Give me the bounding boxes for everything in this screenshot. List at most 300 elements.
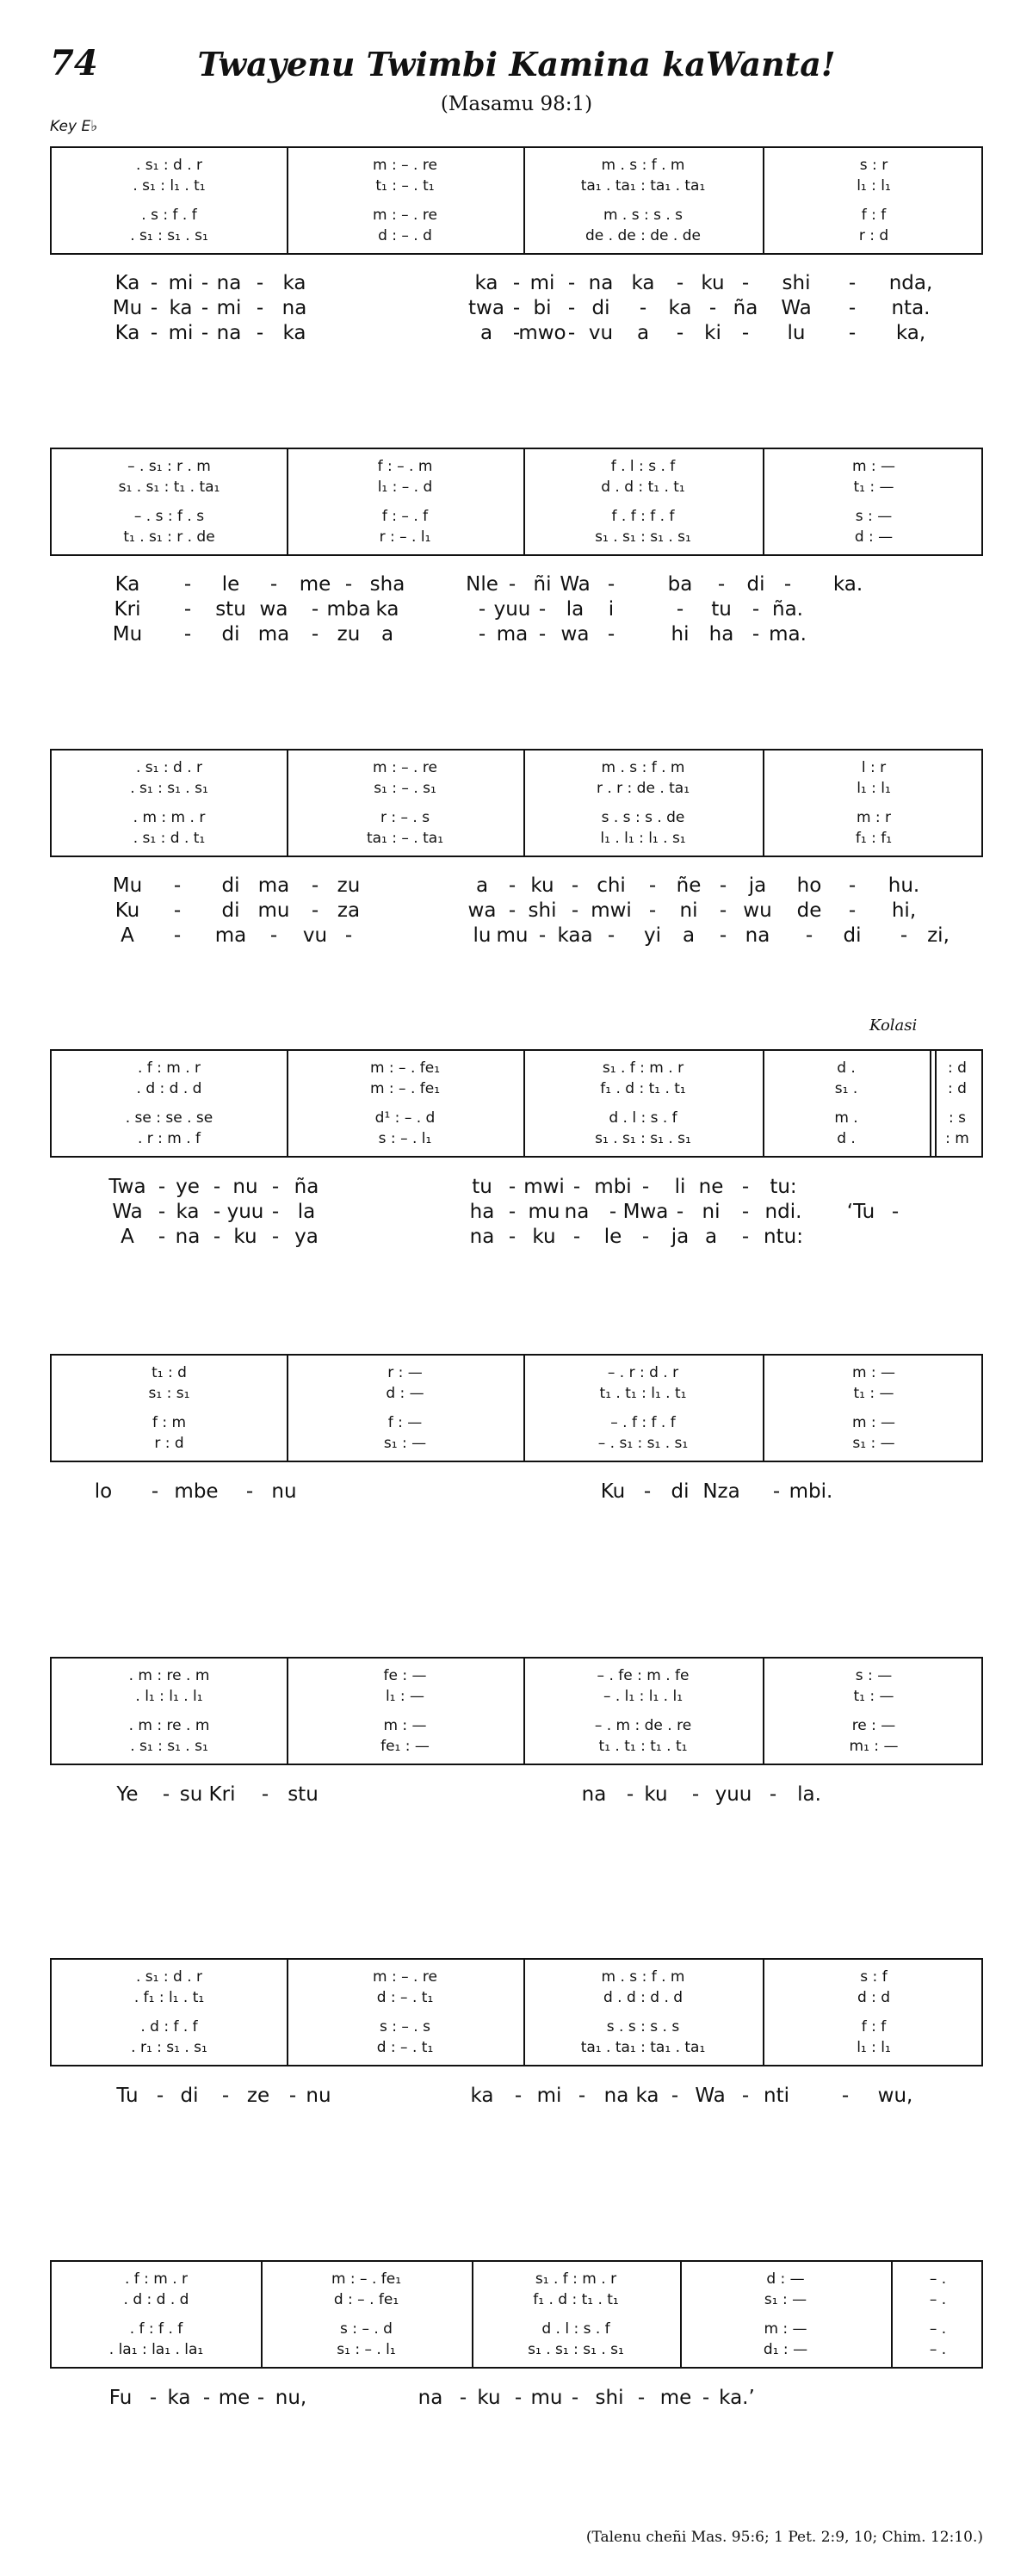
lyric-syllable: wa — [467, 899, 497, 922]
syllable-hyphen: - — [156, 2085, 164, 2107]
syllable-hyphen: - — [183, 623, 192, 646]
lyric-syllable: tu — [472, 1176, 492, 1198]
note-group: f₁ : f₁ — [855, 830, 893, 847]
syllable-hyphen: - — [162, 1783, 170, 1806]
key-signature: Key E♭ — [50, 118, 98, 135]
lyric-syllable: yuu — [226, 1201, 264, 1223]
lyric-syllable: ha — [469, 1201, 495, 1223]
syllable-hyphen: - — [691, 1783, 700, 1806]
syllable-hyphen: - — [149, 2387, 158, 2409]
note-group: s : – . d — [340, 2320, 393, 2338]
note-group: – . — [929, 2270, 947, 2288]
lyric-syllable: ña — [294, 1176, 319, 1198]
syllable-hyphen: - — [676, 598, 684, 621]
voice-part — [52, 1717, 981, 1736]
syllable-hyphen: - — [571, 874, 579, 897]
note-group: . d : d . d — [123, 2291, 189, 2308]
lyric-syllable: ja — [671, 1226, 690, 1248]
syllable-hyphen: - — [717, 573, 726, 596]
lyric-line — [0, 272, 1033, 296]
lyric-line — [0, 598, 1033, 622]
lyric-syllable: Ye — [116, 1783, 139, 1806]
lyric-syllable: na — [175, 1226, 201, 1248]
note-group: s : r — [859, 157, 888, 174]
lyric-syllable: a — [380, 623, 394, 646]
lyric-syllable: wa — [259, 598, 288, 621]
lyric-syllable: ja — [748, 874, 767, 897]
lyric-syllable: mwo — [518, 322, 566, 344]
lyric-syllable: ho — [796, 874, 822, 897]
lyric-syllable: ku — [477, 2387, 501, 2409]
note-group: r : – . s — [380, 809, 430, 826]
note-group: m : — — [851, 1414, 896, 1431]
note-group: t₁ : — — [853, 1688, 894, 1705]
note-group: d : — — [766, 2270, 805, 2288]
lyric-syllable: na — [216, 272, 242, 294]
syllable-hyphen: - — [607, 573, 615, 596]
note-group: f . f : f . f — [611, 508, 675, 525]
voice-part — [52, 1738, 981, 1757]
lyric-syllable: ka — [176, 1201, 200, 1223]
note-group: d¹ : – . d — [374, 1109, 436, 1127]
note-group: m : – . re — [373, 207, 437, 224]
note-group: ta₁ : – . ta₁ — [366, 830, 444, 847]
note-group: d : — — [854, 528, 894, 546]
note-group: s : – . s — [380, 2018, 430, 2035]
syllable-hyphen: - — [639, 297, 647, 319]
syllable-hyphen: - — [158, 1201, 166, 1223]
lyric-syllable: ka. — [832, 573, 863, 596]
lyric-line — [0, 924, 1033, 948]
note-group: t₁ . s₁ : r . de — [123, 528, 215, 546]
lyric-syllable: zi, — [927, 924, 949, 947]
voice-part — [52, 207, 981, 225]
syllable-hyphen: - — [567, 322, 576, 344]
note-group: l₁ . l₁ : l₁ . s₁ — [600, 830, 686, 847]
note-group: m : – . re — [373, 157, 437, 174]
syllable-hyphen: - — [213, 1226, 221, 1248]
lyric-syllable: a — [475, 874, 489, 897]
voice-part — [52, 508, 981, 527]
music-system — [50, 1354, 983, 1462]
lyric-syllable: ka.’ — [719, 2387, 755, 2409]
syllable-hyphen: - — [261, 1783, 269, 1806]
syllable-hyphen: - — [741, 1226, 750, 1248]
lyric-syllable: nu — [232, 1176, 258, 1198]
voice-part — [52, 2320, 981, 2339]
note-group: t₁ . t₁ : t₁ . t₁ — [598, 1738, 688, 1755]
syllable-hyphen: - — [741, 322, 750, 344]
voice-part — [52, 479, 981, 497]
lyric-syllable: Ka — [114, 272, 140, 294]
syllable-hyphen: - — [344, 924, 353, 947]
lyric-line — [0, 1783, 1033, 1807]
note-group: d . l : s . f — [609, 1109, 677, 1127]
lyric-syllable: na — [564, 1201, 590, 1223]
note-group: s . s : s . de — [601, 809, 685, 826]
lyric-syllable: ka — [169, 297, 193, 319]
lyric-syllable: hu. — [888, 874, 920, 897]
note-group: – . — [929, 2291, 947, 2308]
note-group: . s₁ : l₁ . t₁ — [133, 177, 206, 195]
voice-part — [52, 157, 981, 176]
lyric-syllable: ba — [667, 573, 693, 596]
syllable-hyphen: - — [344, 573, 353, 596]
lyric-syllable: ña. — [772, 598, 803, 621]
lyric-syllable: ku — [701, 272, 725, 294]
note-group: s₁ : – . l₁ — [337, 2341, 396, 2358]
syllable-hyphen: - — [708, 297, 717, 319]
note-group: re : — — [851, 1717, 896, 1734]
voice-part — [52, 780, 981, 799]
note-group: : d — [948, 1080, 967, 1097]
syllable-hyphen: - — [848, 874, 857, 897]
lyric-syllable: wa — [560, 623, 590, 646]
lyric-line — [0, 573, 1033, 597]
lyric-syllable: Mwa — [622, 1201, 669, 1223]
note-group: d . l : s . f — [541, 2320, 610, 2338]
note-group: m : – . fe₁ — [369, 1059, 441, 1077]
note-group: d : – . fe₁ — [333, 2291, 399, 2308]
note-group: – . f : f . f — [610, 1414, 676, 1431]
syllable-hyphen: - — [783, 573, 792, 596]
note-group: . s₁ : d . t₁ — [133, 830, 206, 847]
music-system — [50, 448, 983, 556]
lyric-syllable: ma — [257, 623, 290, 646]
lyric-syllable: di — [180, 2085, 199, 2107]
syllable-hyphen: - — [512, 272, 521, 294]
syllable-hyphen: - — [508, 573, 516, 596]
lyric-syllable: Wa — [781, 297, 812, 319]
note-group: t₁ : d — [152, 1364, 187, 1381]
footer-references: (Talenu cheñi Mas. 95:6; 1 Pet. 2:9, 10; Chim. 12:10.) — [585, 2529, 983, 2546]
lyric-syllable: bi — [533, 297, 552, 319]
syllable-hyphen: - — [213, 1201, 221, 1223]
syllable-hyphen: - — [752, 623, 760, 646]
lyric-syllable: ma — [496, 623, 529, 646]
syllable-hyphen: - — [538, 623, 547, 646]
lyric-syllable: mi — [168, 322, 194, 344]
voice-part — [52, 1435, 981, 1454]
syllable-hyphen: - — [158, 1176, 166, 1198]
note-group: m : — — [764, 2320, 807, 2338]
syllable-hyphen: - — [459, 2387, 467, 2409]
note-group: m : — — [851, 458, 896, 475]
note-group: . f : f . f — [129, 2320, 183, 2338]
lyric-syllable: ka — [631, 272, 655, 294]
syllable-hyphen: - — [676, 272, 684, 294]
syllable-hyphen: - — [245, 1480, 254, 1503]
syllable-hyphen: - — [567, 297, 576, 319]
note-group: s₁ . s₁ : s₁ . s₁ — [595, 1130, 691, 1147]
lyric-syllable: Ku — [600, 1480, 626, 1503]
syllable-hyphen: - — [641, 1226, 650, 1248]
syllable-hyphen: - — [173, 924, 182, 947]
voice-part — [52, 1968, 981, 1987]
syllable-hyphen: - — [637, 2387, 646, 2409]
music-system — [50, 1958, 983, 2066]
syllable-hyphen: - — [571, 899, 579, 922]
lyric-syllable: lu — [473, 924, 492, 947]
syllable-hyphen: - — [478, 623, 486, 646]
syllable-hyphen: - — [643, 1480, 652, 1503]
syllable-hyphen: - — [311, 899, 319, 922]
note-group: s₁ : — — [383, 1435, 427, 1452]
note-group: m₁ : — — [849, 1738, 899, 1755]
lyric-line — [0, 1480, 1033, 1504]
note-group: r : d — [154, 1435, 184, 1452]
note-group: s₁ : — — [764, 2291, 807, 2308]
syllable-hyphen: - — [571, 2387, 579, 2409]
lyric-syllable: vu — [588, 322, 614, 344]
lyric-syllable: me — [218, 2387, 251, 2409]
syllable-hyphen: - — [676, 1201, 684, 1223]
lyric-syllable: ne — [698, 1176, 724, 1198]
chorus-label: Kolasi — [869, 1016, 918, 1035]
syllable-hyphen: - — [648, 874, 657, 897]
note-group: l : r — [861, 759, 887, 776]
music-system — [50, 749, 983, 857]
note-group: – . — [929, 2320, 947, 2338]
lyric-syllable: mi — [216, 297, 242, 319]
voice-part — [52, 227, 981, 246]
lyric-line — [0, 1176, 1033, 1200]
note-group: m . s : s . s — [603, 207, 684, 224]
note-group: s . s : s . s — [606, 2018, 680, 2035]
note-group: . m : re . m — [128, 1717, 210, 1734]
lyric-syllable: na — [216, 322, 242, 344]
lyric-syllable: ka — [668, 297, 692, 319]
lyric-syllable: i — [608, 598, 615, 621]
voice-part — [52, 528, 981, 547]
syllable-hyphen: - — [752, 598, 760, 621]
lyric-syllable: mi — [168, 272, 194, 294]
voice-part — [52, 2270, 981, 2289]
lyric-syllable: za — [337, 899, 361, 922]
lyric-syllable: nti — [764, 2085, 789, 2107]
lyric-syllable: mwi — [523, 1176, 565, 1198]
voice-part — [52, 2291, 981, 2310]
syllable-hyphen: - — [508, 1201, 516, 1223]
lyric-syllable: de — [796, 899, 822, 922]
note-group: s₁ . f : m . r — [535, 2270, 617, 2288]
lyric-syllable: ka — [470, 2085, 494, 2107]
note-group: d : — — [386, 1385, 424, 1402]
syllable-hyphen: - — [201, 297, 209, 319]
lyric-syllable: a — [704, 1226, 718, 1248]
note-group: . d : d . d — [136, 1080, 202, 1097]
note-group: f : f — [861, 207, 887, 224]
lyric-syllable: yi — [643, 924, 661, 947]
note-group: d : – . d — [378, 227, 432, 244]
lyric-syllable: ‘Tu — [846, 1201, 875, 1223]
syllable-hyphen: - — [150, 272, 158, 294]
note-group: s : – . l₁ — [378, 1130, 432, 1147]
lyric-syllable: Ku — [114, 899, 140, 922]
syllable-hyphen: - — [183, 598, 192, 621]
syllable-hyphen: - — [271, 1201, 280, 1223]
music-system — [50, 1049, 983, 1158]
note-group: m : — — [851, 1364, 896, 1381]
note-group: : s — [949, 1109, 966, 1127]
note-group: – . fe : m . fe — [597, 1667, 690, 1684]
syllable-hyphen: - — [607, 623, 615, 646]
syllable-hyphen: - — [508, 874, 516, 897]
lyric-syllable: ka — [474, 272, 498, 294]
voice-part — [52, 1667, 981, 1686]
note-group: f : – . f — [381, 508, 429, 525]
note-group: d : d — [857, 1989, 891, 2006]
lyric-syllable: le — [221, 573, 240, 596]
lyric-syllable: mu — [257, 899, 290, 922]
note-group: f₁ . d : t₁ . t₁ — [533, 2291, 619, 2308]
lyric-syllable: ka — [635, 2085, 659, 2107]
lyric-syllable: la — [566, 598, 585, 621]
lyric-line — [0, 1226, 1033, 1250]
syllable-hyphen: - — [256, 272, 264, 294]
note-group: : m — [945, 1130, 969, 1147]
lyric-syllable: la — [297, 1201, 316, 1223]
syllable-hyphen: - — [269, 924, 278, 947]
note-group: m : – . re — [373, 759, 437, 776]
syllable-hyphen: - — [769, 1783, 777, 1806]
syllable-hyphen: - — [173, 899, 182, 922]
lyric-syllable: stu — [215, 598, 246, 621]
note-group: . f₁ : l₁ . t₁ — [133, 1989, 205, 2006]
syllable-hyphen: - — [173, 874, 182, 897]
note-group: l₁ : l₁ — [857, 2039, 891, 2056]
note-group: . d : f . f — [140, 2018, 198, 2035]
lyric-syllable: wu — [743, 899, 772, 922]
note-group: d₁ : — — [763, 2341, 808, 2358]
note-group: s₁ : – . s₁ — [374, 780, 436, 797]
note-group: de . de : de . de — [585, 227, 701, 244]
lyric-syllable: Wa — [112, 1201, 143, 1223]
syllable-hyphen: - — [848, 322, 857, 344]
syllable-hyphen: - — [741, 2085, 750, 2107]
syllable-hyphen: - — [719, 874, 727, 897]
lyric-syllable: A — [121, 1226, 134, 1248]
syllable-hyphen: - — [741, 1201, 750, 1223]
syllable-hyphen: - — [221, 2085, 230, 2107]
syllable-hyphen: - — [271, 1176, 280, 1198]
scripture-reference: (Masamu 98:1) — [440, 93, 593, 115]
lyric-line — [0, 899, 1033, 924]
lyric-syllable: la. — [797, 1783, 821, 1806]
note-group: d : – . t₁ — [376, 2039, 434, 2056]
lyric-syllable: ka — [282, 322, 306, 344]
note-group: . s₁ : s₁ . s₁ — [130, 227, 208, 244]
syllable-hyphen: - — [741, 1176, 750, 1198]
syllable-hyphen: - — [702, 2387, 710, 2409]
syllable-hyphen: - — [150, 322, 158, 344]
lyric-syllable: lu — [787, 322, 806, 344]
voice-part — [52, 2018, 981, 2037]
lyric-line — [0, 2085, 1033, 2109]
lyric-syllable: yuu — [493, 598, 531, 621]
lyric-syllable: a — [682, 924, 696, 947]
syllable-hyphen: - — [626, 1783, 634, 1806]
note-group: . s : f . f — [141, 207, 197, 224]
lyric-syllable: ma. — [769, 623, 807, 646]
note-group: m : – . fe₁ — [369, 1080, 441, 1097]
syllable-hyphen: - — [607, 924, 615, 947]
voice-part — [52, 177, 981, 196]
lyric-syllable: ka — [282, 272, 306, 294]
voice-part — [52, 1109, 981, 1128]
lyric-syllable: mu — [496, 924, 529, 947]
lyric-syllable: na — [588, 272, 614, 294]
note-group: . m : m . r — [133, 809, 206, 826]
lyric-syllable: Fu — [108, 2387, 133, 2409]
lyric-syllable: Nza — [702, 1480, 740, 1503]
lyric-syllable: di — [221, 623, 240, 646]
syllable-hyphen: - — [512, 297, 521, 319]
note-group: . s₁ : d . r — [135, 759, 202, 776]
lyric-syllable: di — [746, 573, 765, 596]
lyric-syllable: na — [581, 1783, 607, 1806]
syllable-hyphen: - — [841, 2085, 850, 2107]
syllable-hyphen: - — [151, 1480, 159, 1503]
lyric-syllable: Mu — [112, 874, 143, 897]
lyric-syllable: zu — [337, 874, 361, 897]
lyric-syllable: me — [659, 2387, 692, 2409]
syllable-hyphen: - — [256, 322, 264, 344]
syllable-hyphen: - — [891, 1201, 900, 1223]
lyric-syllable: zu — [337, 623, 361, 646]
hymn-title: Twayenu Twimbi Kamina kaWanta! — [197, 45, 836, 83]
lyric-syllable: Kri — [208, 1783, 236, 1806]
syllable-hyphen: - — [271, 1226, 280, 1248]
syllable-hyphen: - — [538, 924, 547, 947]
lyric-line — [0, 874, 1033, 899]
lyric-syllable: ku — [644, 1783, 668, 1806]
note-group: f . l : s . f — [610, 458, 676, 475]
syllable-hyphen: - — [572, 1176, 581, 1198]
syllable-hyphen: - — [201, 322, 209, 344]
note-group: ta₁ . ta₁ : ta₁ . ta₁ — [580, 177, 706, 195]
syllable-hyphen: - — [848, 899, 857, 922]
lyric-syllable: mi — [529, 272, 555, 294]
note-group: s : — — [855, 1667, 893, 1684]
syllable-hyphen: - — [311, 598, 319, 621]
lyric-syllable: su — [179, 1783, 203, 1806]
lyric-syllable: di — [843, 924, 862, 947]
note-group: . s₁ : d . r — [135, 157, 202, 174]
syllable-hyphen: - — [213, 1176, 221, 1198]
note-group: . l₁ : l₁ . l₁ — [135, 1688, 203, 1705]
lyric-syllable: mi — [536, 2085, 562, 2107]
lyric-syllable: vu — [302, 924, 328, 947]
lyric-syllable: nda, — [888, 272, 933, 294]
note-group: t₁ . t₁ : l₁ . t₁ — [599, 1385, 687, 1402]
note-group: s₁ . s₁ : s₁ . s₁ — [595, 528, 691, 546]
note-group: – . m : de . re — [594, 1717, 692, 1734]
note-group: . r : m . f — [137, 1130, 201, 1147]
voice-part — [52, 1364, 981, 1383]
syllable-hyphen: - — [671, 2085, 679, 2107]
note-group: s₁ . s₁ : s₁ . s₁ — [528, 2341, 624, 2358]
note-group: f : – . m — [377, 458, 433, 475]
syllable-hyphen: - — [719, 924, 727, 947]
note-group: . la₁ : la₁ . la₁ — [108, 2341, 204, 2358]
syllable-hyphen: - — [257, 2387, 265, 2409]
lyric-syllable: stu — [288, 1783, 319, 1806]
note-group: r : – . l₁ — [379, 528, 431, 546]
lyric-syllable: Wa — [695, 2085, 726, 2107]
lyric-syllable: di — [591, 297, 610, 319]
lyric-syllable: di — [671, 1480, 690, 1503]
